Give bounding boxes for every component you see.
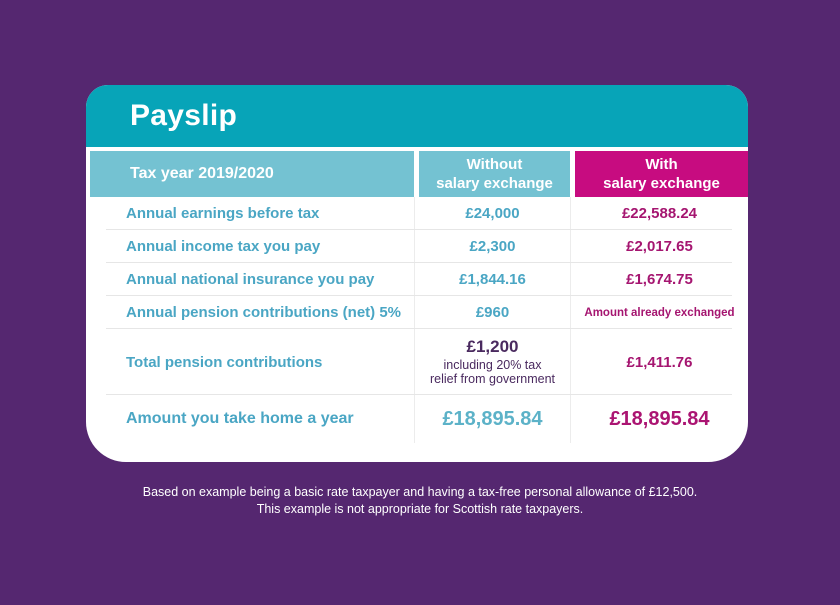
without-line1: Without	[466, 155, 523, 173]
table-row-total-pension	[86, 329, 748, 395]
amount-exchanged-note: Amount already exchanged	[584, 306, 735, 319]
table-row-income-tax	[86, 230, 748, 263]
value-without: £2,300	[414, 230, 570, 263]
row-label: Annual income tax you pay	[126, 238, 321, 255]
payslip-card	[86, 85, 748, 462]
footnote	[0, 484, 840, 518]
page-title: Payslip	[130, 99, 238, 132]
row-label: Annual earnings before tax	[126, 205, 320, 222]
row-label: Total pension contributions	[126, 353, 323, 371]
value-with: £18,895.84	[570, 395, 748, 443]
value-without: £1,844.16	[414, 263, 570, 296]
value-with	[570, 296, 748, 329]
column-header-tax-year	[90, 151, 414, 197]
value-with: £1,674.75	[570, 263, 748, 296]
value-without: £18,895.84	[414, 395, 570, 443]
column-header-without	[419, 151, 570, 197]
table-row-pension-net	[86, 296, 748, 329]
value-with: £22,588.24	[570, 197, 748, 230]
table-row-national-insurance	[86, 263, 748, 296]
row-label: Annual national insurance you pay	[126, 271, 375, 288]
without-line2: salary exchange	[436, 175, 553, 192]
row-label: Amount you take home a year	[126, 410, 354, 427]
value-with: £2,017.65	[570, 230, 748, 263]
column-header-with	[575, 151, 748, 197]
with-line1: With	[645, 155, 678, 173]
value-without: £24,000	[414, 197, 570, 230]
footnote-line1: Based on example being a basic rate taxpayer and having a tax-free personal allowance of £12,500.	[142, 485, 698, 499]
value-without	[414, 329, 570, 395]
table-row-take-home	[86, 395, 748, 443]
table-header-row	[86, 151, 748, 197]
value-with: £1,411.76	[570, 329, 748, 395]
with-line2: salary exchange	[603, 175, 720, 192]
table-row-earnings	[86, 197, 748, 230]
tax-year-label: Tax year 2019/2020	[130, 165, 274, 182]
row-label: Annual pension contributions (net) 5%	[126, 304, 401, 321]
footnote-line2: This example is not appropriate for Scottish rate taxpayers.	[256, 501, 584, 516]
pension-total-amount: £1,200	[466, 337, 519, 357]
pension-tax-relief-note: including 20% tax relief from government	[429, 357, 556, 387]
card-title-band	[86, 85, 748, 147]
value-without: £960	[414, 296, 570, 329]
